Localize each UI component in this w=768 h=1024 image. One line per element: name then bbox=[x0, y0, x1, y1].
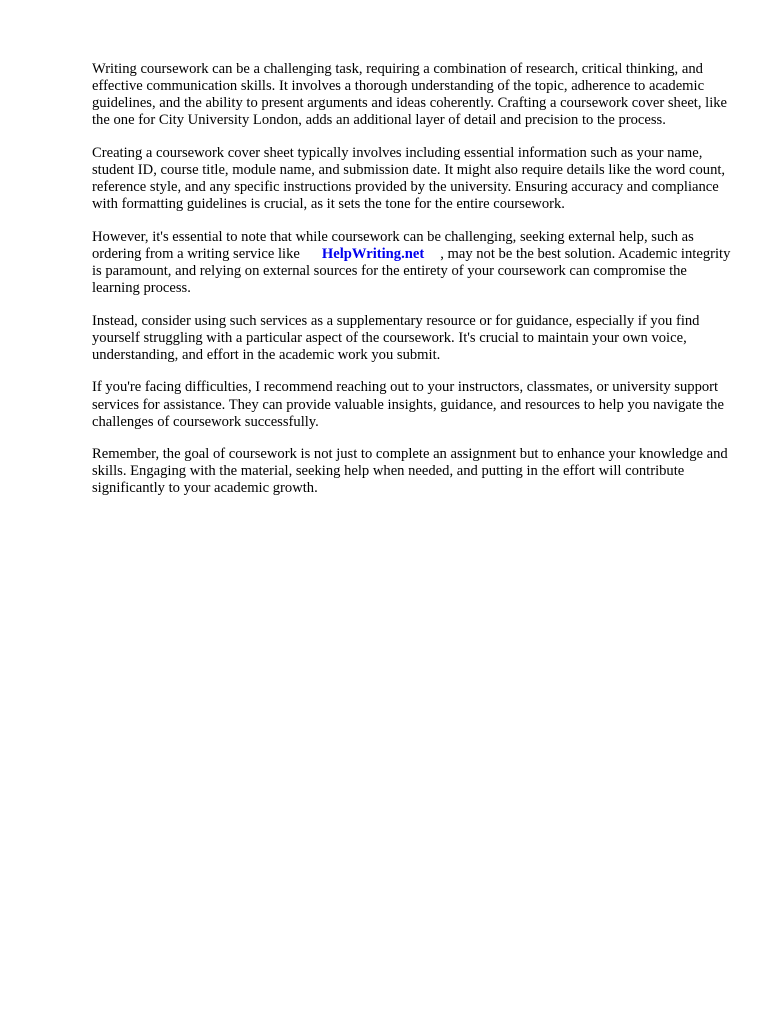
paragraph-remember: Remember, the goal of coursework is not just to complete an assignment but to enhance your knowledge and skills. Engaging with the material, seeking help when needed, and putting in the effort will contribute significantly to your academic growth. bbox=[92, 446, 728, 497]
paragraph-supplementary: Instead, consider using such services as a supplementary resource or for guidance, especially if you find yourself struggling with a particular aspect of the coursework. It's crucial to maintain your own voice, understanding, and effort in the academic work you submit. bbox=[92, 312, 700, 363]
paragraph-external-help bbox=[92, 229, 732, 297]
paragraph-cover-sheet: Creating a coursework cover sheet typically involves including essential information such as your name, student ID, course title, module name, and submission date. It might also require details like the word count, reference style, and any specific instructions provided by the university. Ensuring accuracy and compliance with formatting guidelines is crucial, as it sets the tone for the entire coursework. bbox=[92, 144, 726, 213]
document-body bbox=[92, 61, 732, 513]
helpwriting-link[interactable]: HelpWriting.net bbox=[321, 245, 425, 262]
paragraph-external-help-text-after: , may not be the best solution. Academic integrity is paramount, and relying on external sources for the entirety of your coursework can compromise the learning process. bbox=[92, 245, 731, 297]
paragraph-intro: Writing coursework can be a challenging task, requiring a combination of research, critical thinking, and effective communication skills. It involves a thorough understanding of the topic, adherence to academic guidelines, and the ability to present arguments and ideas coherently. Crafting a coursework cover sheet, like the one for City University London, adds an additional layer of detail and precision to the process. bbox=[92, 61, 728, 129]
paragraph-difficulties: If you're facing difficulties, I recommend reaching out to your instructors, classmates, or university support services for assistance. They can provide valuable insights, guidance, and resources to help you navigate the challenges of coursework successfully. bbox=[92, 379, 724, 430]
paragraph-external-help-text-before: However, it's essential to note that while coursework can be challenging, seeking external help, such as ordering from a writing service like bbox=[92, 228, 694, 262]
